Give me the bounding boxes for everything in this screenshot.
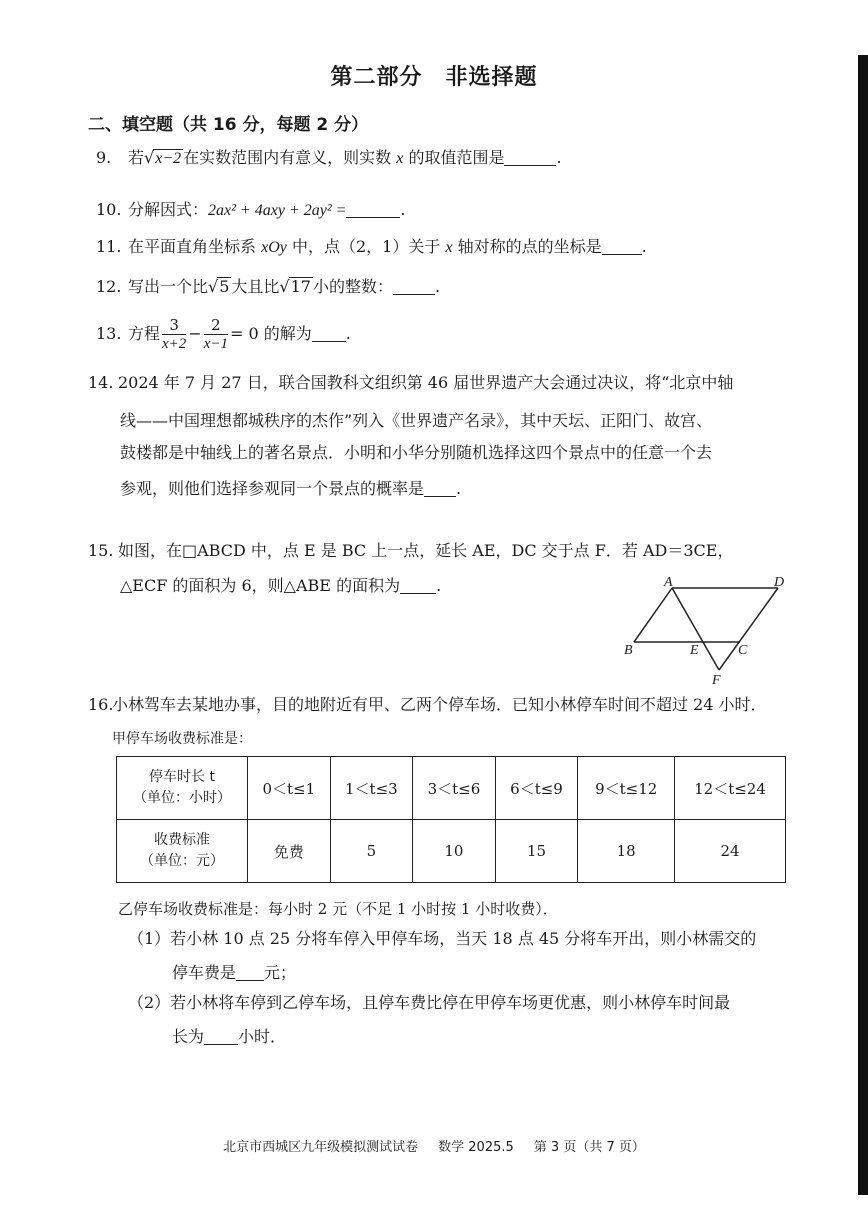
- question-10: 10. 分解因式：2ax² + 4axy + 2ay² = .: [96, 200, 406, 219]
- answer-blank[interactable]: [236, 962, 264, 981]
- question-14: 14. 2024 年 7 月 27 日，联合国教科文组织第 46 届世界遗产大会通过决议，将“北京中轴: [88, 373, 734, 392]
- table-cell: 6＜t≤9: [495, 757, 578, 820]
- table-row: [117, 820, 786, 883]
- table-cell: 10: [413, 820, 496, 883]
- section-header: 二、填空题（共 16 分，每题 2 分）: [88, 115, 369, 135]
- question-14-line3: 鼓楼都是中轴线上的著名景点．小明和小华分别随机选择这四个景点中的任意一个去: [120, 443, 713, 462]
- table-cell: 免费: [248, 820, 331, 883]
- question-9: 9. 若√x−2 在实数范围内有意义，则实数 x 的取值范围是 .: [96, 148, 562, 167]
- question-12: 12. 写出一个比√5 大且比√17 小的整数： .: [96, 277, 441, 296]
- question-13: 13. 方程 $\frac{3}{x+2}$ − $\frac{2}{x-1}$ = 0 的解为 .: [96, 316, 351, 352]
- fee-table: [116, 756, 786, 883]
- answer-blank[interactable]: [400, 575, 436, 594]
- label-e: E: [690, 643, 699, 658]
- fraction: $\frac{3}{x+2}$: [162, 316, 187, 352]
- table-cell: 15: [495, 820, 578, 883]
- sqrt-expression: √x−2: [144, 148, 182, 167]
- table-cell: 3＜t≤6: [413, 757, 496, 820]
- lot-b-fee-text: 乙停车场收费标准是：每小时 2 元（不足 1 小时按 1 小时收费）．: [118, 900, 558, 918]
- label-a: A: [664, 576, 673, 590]
- answer-blank[interactable]: [504, 147, 556, 166]
- table-cell: 1＜t≤3: [330, 757, 413, 820]
- segment-df: [719, 588, 778, 670]
- sqrt-expression: √5: [208, 277, 230, 296]
- table-header-cell: 收费标准 （单位：元）: [117, 820, 248, 883]
- question-14-line2: 线——中国理想都城秩序的杰作”列入《世界遗产名录》，其中天坛、正阳门、故宫、: [120, 411, 713, 430]
- answer-blank[interactable]: [312, 323, 346, 342]
- question-16-part1-line2: 停车费是 元；: [172, 963, 297, 982]
- label-d: D: [774, 576, 785, 590]
- answer-blank[interactable]: [424, 478, 456, 497]
- page-title: 第二部分 非选择题: [330, 65, 538, 90]
- parallelogram-figure: [618, 576, 788, 686]
- table-cell: 9＜t≤12: [578, 757, 675, 820]
- answer-blank[interactable]: [346, 199, 400, 218]
- table-intro: 甲停车场收费标准是：: [112, 731, 252, 747]
- table-row: [117, 757, 786, 820]
- question-15-line2: △ECF 的面积为 6，则△ABE 的面积为 .: [120, 576, 442, 595]
- table-cell: 12＜t≤24: [675, 757, 786, 820]
- question-16-part1: （1）若小林 10 点 25 分将车停入甲停车场，当天 18 点 45 分将车开出，则小林需交的: [128, 929, 757, 948]
- table-header-cell: 停车时长 t （单位：小时）: [117, 757, 248, 820]
- question-16-part2: （2）若小林将车停到乙停车场，且停车费比停在甲停车场更优惠，则小林停车时间最: [128, 993, 731, 1012]
- answer-blank[interactable]: [393, 276, 435, 295]
- page-footer: 北京市西城区九年级模拟测试试卷 数学 2025.5 第 3 页（共 7 页）: [223, 1140, 645, 1155]
- label-c: C: [738, 643, 748, 658]
- question-16: 16.小林驾车去某地办事，目的地附近有甲、乙两个停车场．已知小林停车时间不超过 24 小时．: [88, 695, 767, 714]
- answer-blank[interactable]: [204, 1026, 238, 1045]
- table-cell: 0＜t≤1: [248, 757, 331, 820]
- question-14-line4: 参观，则他们选择参观同一个景点的概率是 .: [120, 479, 462, 498]
- table-cell: 5: [330, 820, 413, 883]
- question-15: 15. 如图，在□ABCD 中，点 E 是 BC 上一点，延长 AE，DC 交于点 F．若 AD＝3CE，: [88, 541, 734, 560]
- answer-blank[interactable]: [602, 236, 642, 255]
- segment-ab: [634, 588, 672, 642]
- scan-edge: [858, 55, 868, 1195]
- sqrt-expression: √17: [279, 277, 311, 296]
- fraction: $\frac{2}{x-1}$: [203, 316, 228, 352]
- question-16-part2-line2: 长为 小时．: [172, 1027, 287, 1046]
- table-cell: 24: [675, 820, 786, 883]
- label-b: B: [624, 643, 633, 658]
- table-cell: 18: [578, 820, 675, 883]
- question-11: 11. 在平面直角坐标系 xOy 中，点（2，1）关于 x 轴对称的点的坐标是 .: [96, 237, 647, 256]
- label-f: F: [712, 673, 721, 686]
